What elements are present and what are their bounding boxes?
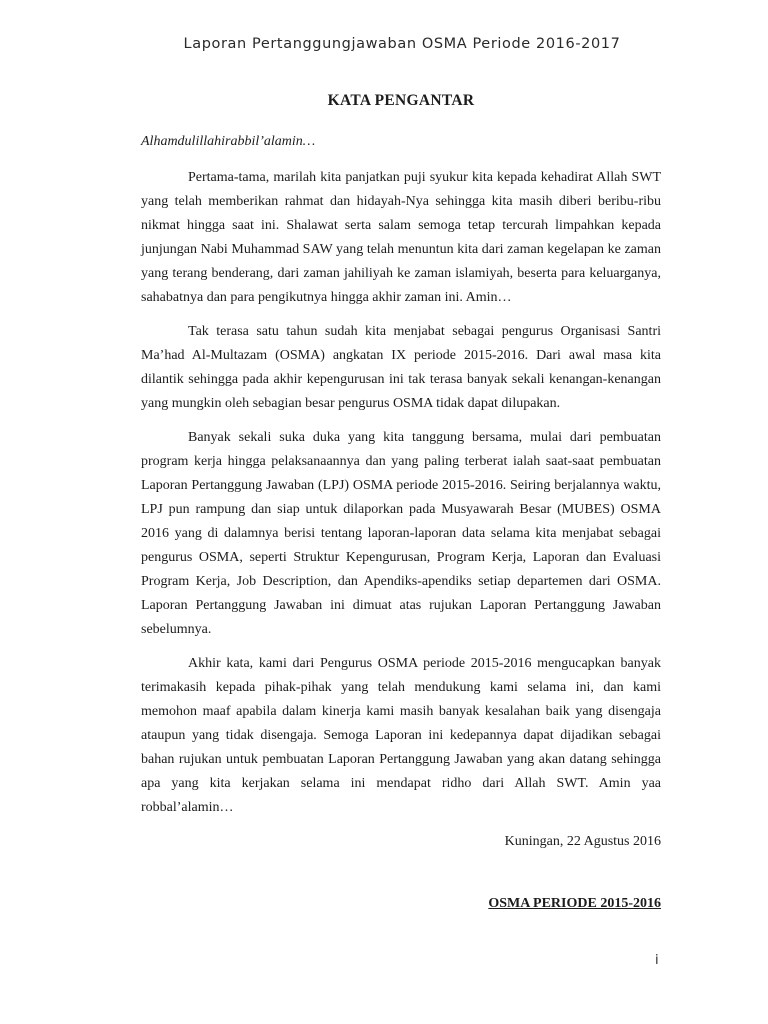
document-body xyxy=(141,92,661,916)
paragraph-tenure: Tak terasa satu tahun sudah kita menjabat sebagai pengurus Organisasi Santri Ma’had Al-Multazam (OSMA) angkatan IX periode 2015-2016. Dari awal masa kita dilantik sehingga pada akhir kepengurusan ini tak terasa banyak sekali kenangan-kenangan yang mungkin oleh sebagian besar pengurus OSMA tidak dapat dilupakan. xyxy=(141,324,661,411)
salutation: Alhamdulillahirabbil’alamin… xyxy=(141,134,316,149)
page-number: i xyxy=(655,953,659,968)
page-title: KATA PENGANTAR xyxy=(327,92,475,109)
paragraph-closing: Akhir kata, kami dari Pengurus OSMA periode 2015-2016 mengucapkan banyak terimakasih kepada pihak-pihak yang telah mendukung kami selama ini, dan kami memohon maaf apabila dalam kinerja kami masih banyak kesalahan baik yang disengaja ataupun yang tidak disengaja. Semoga Laporan ini kedepannya dapat dijadikan sebagai bahan rujukan untuk pembuatan Laporan Pertanggung Jawaban yang akan datang sehingga apa yang kita kerjakan selama ini mendapat ridho dari Allah SWT. Amin yaa robbal’alamin… xyxy=(141,656,661,815)
paragraph-report: Banyak sekali suka duka yang kita tanggung bersama, mulai dari pembuatan program kerja hingga pelaksanaannya dan yang paling terberat ialah saat-saat pembuatan Laporan Pertanggung Jawaban (LPJ) OSMA periode 2015-2016. Seiring berjalannya waktu, LPJ pun rampung dan siap untuk dilaporkan pada Musyawarah Besar (MUBES) OSMA 2016 yang di dalamnya berisi tentang laporan-laporan data selama kita menjabat sebagai pengurus OSMA, seperti Struktur Kepengurusan, Program Kerja, Laporan dan Evaluasi Program Kerja, Job Description, dan Apendiks-apendiks setiap departemen dari OSMA. Laporan Pertanggung Jawaban ini dimuat atas rujukan Laporan Pertanggung Jawaban sebelumnya. xyxy=(141,430,661,637)
paragraph-opening: Pertama-tama, marilah kita panjatkan puji syukur kita kepada kehadirat Allah SWT yang telah memberikan rahmat dan hidayah-Nya sehingga kita masih diberi beribu-ribu nikmat hingga saat ini. Shalawat serta salam semoga tetap tercurah limpahkan kepada junjungan Nabi Muhammad SAW yang telah menuntun kita dari zaman kegelapan ke zaman yang terang benderang, dari zaman jahiliyah ke zaman islamiyah, beserta para keluarganya, sahabatnya dan para pengikutnya hingga akhir zaman ini. Amin… xyxy=(141,170,661,305)
running-header: Laporan Pertanggungjawaban OSMA Periode 2016-2017 xyxy=(183,36,621,52)
place-date: Kuningan, 22 Agustus 2016 xyxy=(504,834,661,849)
signature: OSMA PERIODE 2015-2016 xyxy=(488,896,661,911)
